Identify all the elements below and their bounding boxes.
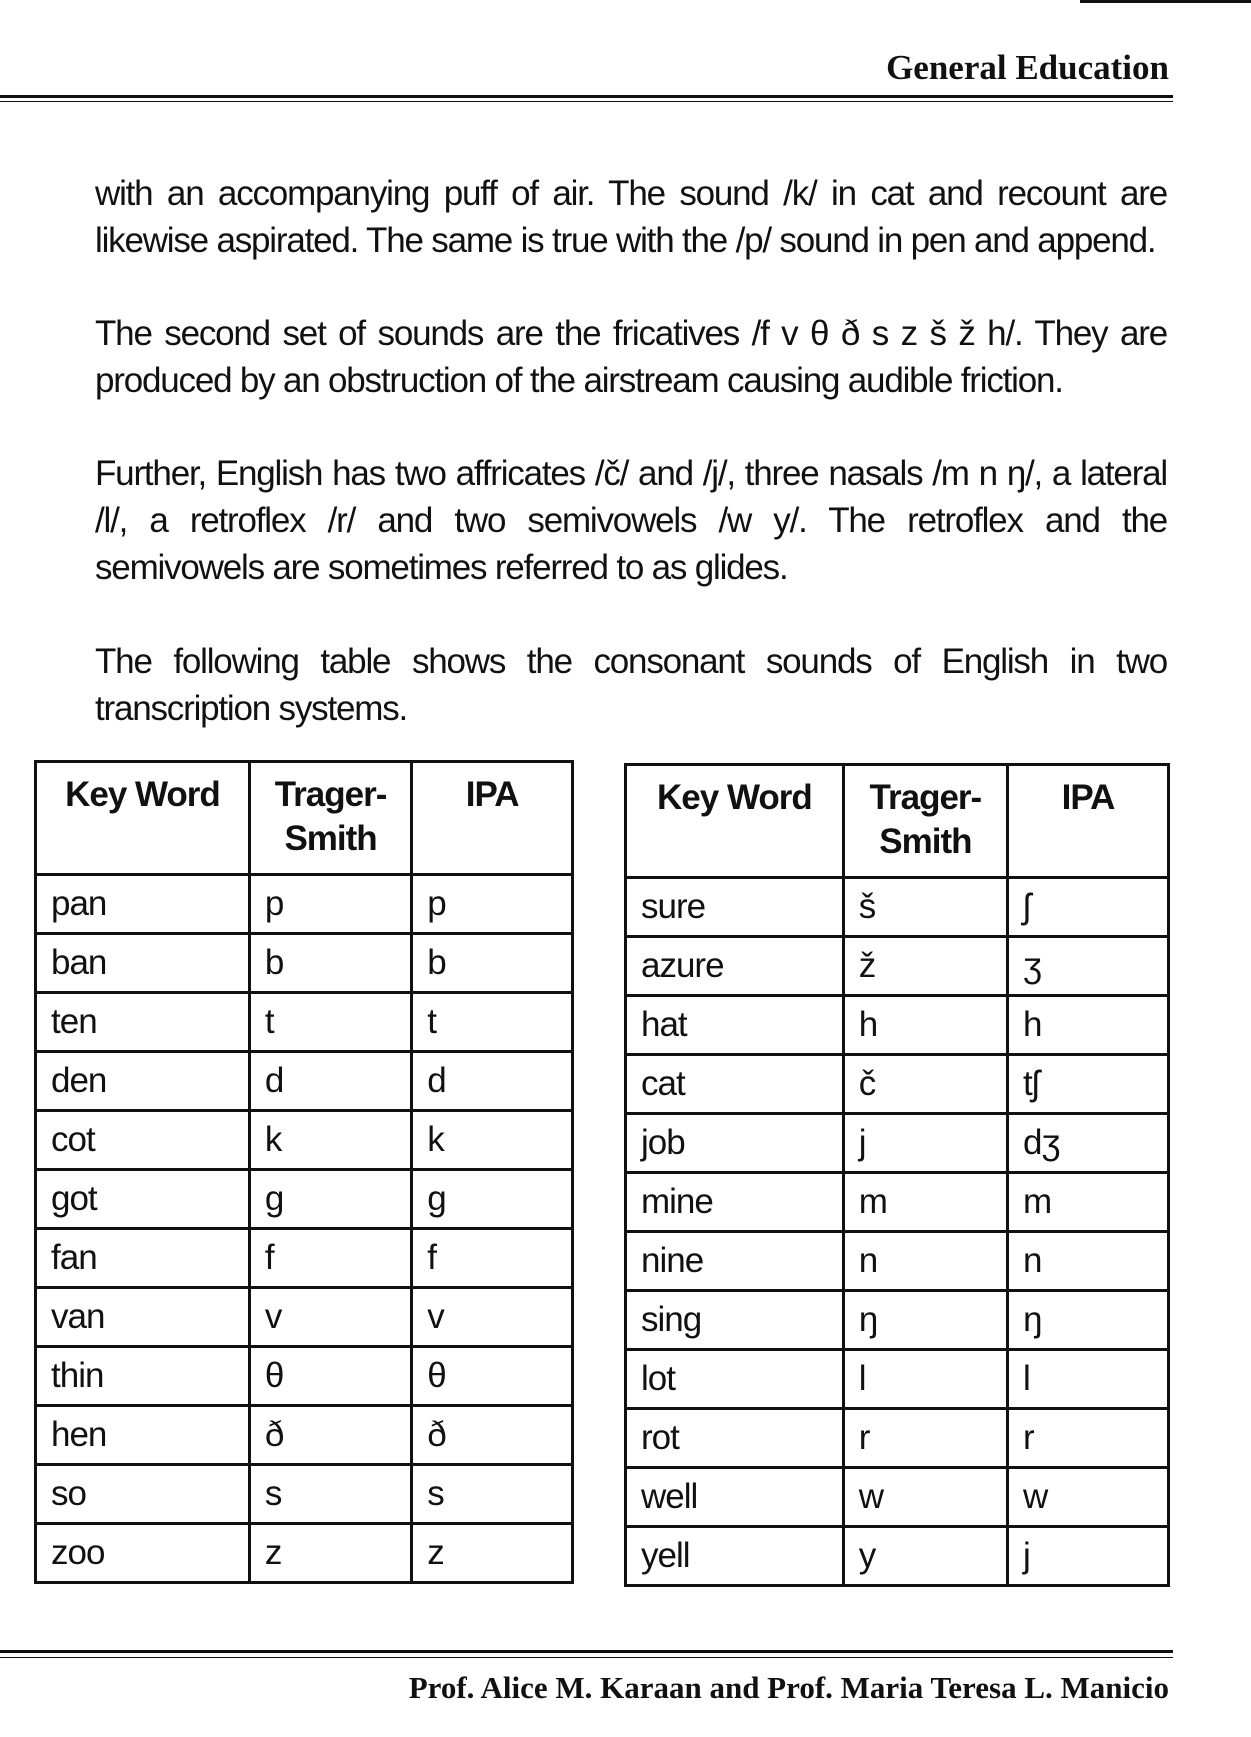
table-row <box>36 1465 573 1524</box>
table-row <box>36 875 573 934</box>
ipa-cell: g <box>412 1170 573 1229</box>
ipa-cell: ʒ <box>1007 937 1168 996</box>
ipa-cell: p <box>412 875 573 934</box>
header-key-word: Key Word <box>36 762 250 875</box>
ipa-cell: s <box>412 1465 573 1524</box>
trager-smith-cell: h <box>843 996 1007 1055</box>
table-row <box>626 1350 1169 1409</box>
key-word-cell: got <box>36 1170 250 1229</box>
trager-smith-cell: ŋ <box>843 1291 1007 1350</box>
footer-authors: Prof. Alice M. Karaan and Prof. Maria Teresa L. Manicio <box>408 1670 1169 1705</box>
trager-smith-cell: y <box>843 1527 1007 1586</box>
ipa-cell: w <box>1007 1468 1168 1527</box>
key-word-cell: rot <box>626 1409 844 1468</box>
page-header-title: General Education <box>886 48 1169 87</box>
key-word-cell: hat <box>626 996 844 1055</box>
key-word-cell: hen <box>36 1406 250 1465</box>
key-word-cell: yell <box>626 1527 844 1586</box>
key-word-cell: sure <box>626 878 844 937</box>
key-word-cell: ten <box>36 993 250 1052</box>
key-word-cell: nine <box>626 1232 844 1291</box>
table-row <box>36 993 573 1052</box>
key-word-cell: thin <box>36 1347 250 1406</box>
ipa-cell: v <box>412 1288 573 1347</box>
table-row <box>626 1173 1169 1232</box>
ipa-cell: f <box>412 1229 573 1288</box>
table-row <box>626 1055 1169 1114</box>
table-row <box>36 1288 573 1347</box>
ipa-cell: ŋ <box>1007 1291 1168 1350</box>
trager-smith-cell: n <box>843 1232 1007 1291</box>
trager-smith-cell: b <box>249 934 411 993</box>
table-header-row <box>36 762 573 875</box>
key-word-cell: azure <box>626 937 844 996</box>
trager-smith-cell: š <box>843 878 1007 937</box>
ipa-cell: m <box>1007 1173 1168 1232</box>
ipa-cell: ʃ <box>1007 878 1168 937</box>
header-trager-smith <box>249 762 411 875</box>
key-word-cell: job <box>626 1114 844 1173</box>
trager-smith-cell: ž <box>843 937 1007 996</box>
key-word-cell: cot <box>36 1111 250 1170</box>
ipa-cell: k <box>412 1111 573 1170</box>
table-row <box>36 1229 573 1288</box>
ipa-cell: t <box>412 993 573 1052</box>
trager-smith-cell: θ <box>249 1347 411 1406</box>
table-row <box>36 1111 573 1170</box>
key-word-cell: so <box>36 1465 250 1524</box>
table-row <box>626 937 1169 996</box>
trager-smith-cell: l <box>843 1350 1007 1409</box>
ipa-cell: θ <box>412 1347 573 1406</box>
trager-smith-cell: w <box>843 1468 1007 1527</box>
key-word-cell: fan <box>36 1229 250 1288</box>
key-word-cell: van <box>36 1288 250 1347</box>
paragraph-table-intro: The following table shows the consonant sounds of English in two transcription systems. <box>95 642 1167 728</box>
trager-smith-cell: k <box>249 1111 411 1170</box>
paragraph-affricates: Further, English has two affricates /č/ and /j/, three nasals /m n ŋ/, a lateral /l/, a retroflex /r/ and two semivowels /w y/. The retroflex and the semivowels are sometimes referred to as glides. <box>95 454 1167 587</box>
ipa-cell: r <box>1007 1409 1168 1468</box>
table-row <box>626 1291 1169 1350</box>
consonant-table-left <box>34 760 574 1584</box>
footer-rule-thin <box>0 1657 1173 1658</box>
trager-smith-cell: m <box>843 1173 1007 1232</box>
key-word-cell: lot <box>626 1350 844 1409</box>
ipa-cell: n <box>1007 1232 1168 1291</box>
table-row <box>626 1114 1169 1173</box>
header-rule-thin <box>0 101 1173 102</box>
header-trager: Trager- <box>274 775 387 814</box>
trager-smith-cell: j <box>843 1114 1007 1173</box>
table-row <box>626 1527 1169 1586</box>
key-word-cell: ban <box>36 934 250 993</box>
table-header-row <box>626 765 1169 878</box>
table-row <box>626 996 1169 1055</box>
ipa-cell: dʒ <box>1007 1114 1168 1173</box>
table-row <box>36 1524 573 1583</box>
trager-smith-cell: r <box>843 1409 1007 1468</box>
header-trager: Trager- <box>869 778 982 817</box>
trager-smith-cell: g <box>249 1170 411 1229</box>
ipa-cell: ð <box>412 1406 573 1465</box>
header-smith: Smith <box>284 819 377 858</box>
ipa-cell: j <box>1007 1527 1168 1586</box>
header-ipa: IPA <box>1007 765 1168 878</box>
header-trager-smith <box>843 765 1007 878</box>
trager-smith-cell: ð <box>249 1406 411 1465</box>
table-row <box>36 1347 573 1406</box>
trager-smith-cell: d <box>249 1052 411 1111</box>
key-word-cell: cat <box>626 1055 844 1114</box>
trager-smith-cell: p <box>249 875 411 934</box>
paragraph-aspiration: with an accompanying puff of air. The sound /k/ in cat and recount are likewise aspirated. The same is true with the /p/ sound in pen and append. <box>95 174 1167 260</box>
header-rule <box>0 95 1173 98</box>
table-row <box>626 1468 1169 1527</box>
table-row <box>36 1052 573 1111</box>
trager-smith-cell: f <box>249 1229 411 1288</box>
table-row <box>626 1232 1169 1291</box>
key-word-cell: pan <box>36 875 250 934</box>
table-row <box>36 1170 573 1229</box>
ipa-cell: tʃ <box>1007 1055 1168 1114</box>
ipa-cell: z <box>412 1524 573 1583</box>
header-smith: Smith <box>879 822 972 861</box>
ipa-cell: h <box>1007 996 1168 1055</box>
top-corner-rule <box>1080 0 1251 3</box>
trager-smith-cell: v <box>249 1288 411 1347</box>
trager-smith-cell: s <box>249 1465 411 1524</box>
key-word-cell: zoo <box>36 1524 250 1583</box>
trager-smith-cell: z <box>249 1524 411 1583</box>
header-key-word: Key Word <box>626 765 844 878</box>
key-word-cell: sing <box>626 1291 844 1350</box>
footer-rule <box>0 1650 1173 1653</box>
table-row <box>626 878 1169 937</box>
table-row <box>36 934 573 993</box>
ipa-cell: b <box>412 934 573 993</box>
table-row <box>36 1406 573 1465</box>
trager-smith-cell: č <box>843 1055 1007 1114</box>
key-word-cell: well <box>626 1468 844 1527</box>
trager-smith-cell: t <box>249 993 411 1052</box>
key-word-cell: mine <box>626 1173 844 1232</box>
ipa-cell: l <box>1007 1350 1168 1409</box>
table-row <box>626 1409 1169 1468</box>
header-ipa: IPA <box>412 762 573 875</box>
ipa-cell: d <box>412 1052 573 1111</box>
key-word-cell: den <box>36 1052 250 1111</box>
consonant-table-right <box>624 763 1170 1587</box>
paragraph-fricatives: The second set of sounds are the fricatives /f v θ ð s z š ž h/. They are produced by an obstruction of the airstream causing audible friction. <box>95 314 1167 400</box>
